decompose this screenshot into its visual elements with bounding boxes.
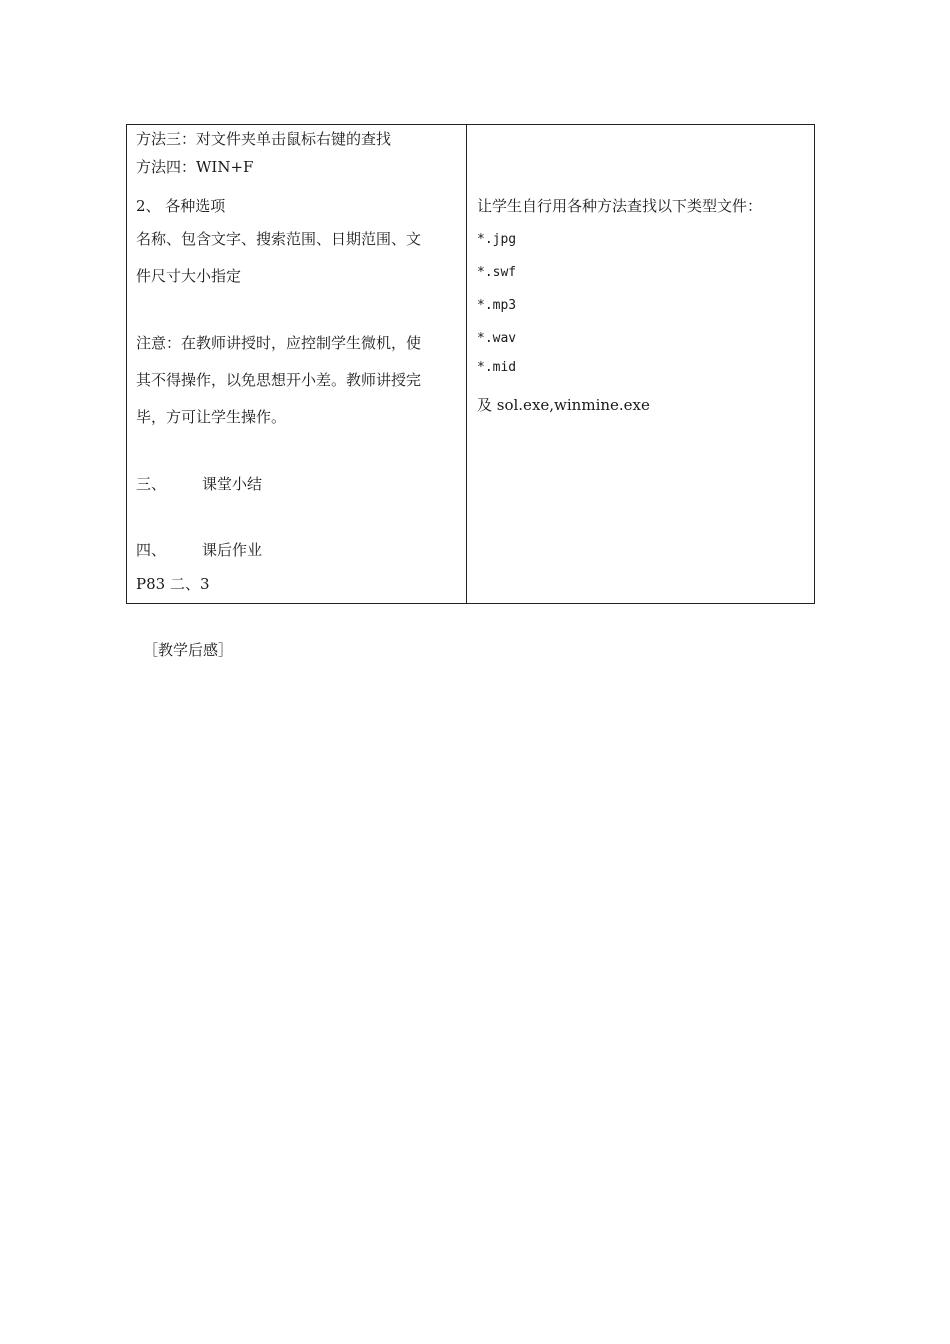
teaching-content-cell (127, 125, 467, 603)
section-four-heading (136, 541, 262, 559)
options-line-1: 名称、包含文字、搜索范围、日期范围、文 (136, 230, 422, 248)
section-three-number: 三、 (136, 475, 167, 493)
section-three-title: 课堂小结 (202, 475, 263, 493)
section-four-number: 四、 (136, 541, 167, 559)
note-line-2: 其不得操作，以免思想开小差。教师讲授完 (136, 371, 422, 389)
note-line-3: 毕，方可让学生操作。 (136, 408, 287, 426)
file-type-jpg: *.jpg (477, 232, 517, 247)
file-type-mid: *.mid (477, 360, 517, 375)
options-line-2: 件尺寸大小指定 (136, 267, 242, 285)
lesson-table (126, 124, 815, 604)
activity-instruction: 让学生自行用各种方法查找以下类型文件： (477, 197, 763, 215)
method-three-text: 方法三：对文件夹单击鼠标右键的查找 (136, 130, 392, 148)
extra-executables: 及 sol.exe,winmine.exe (477, 396, 650, 414)
student-activity-cell (467, 125, 814, 603)
section-four-title: 课后作业 (202, 541, 263, 559)
homework-reference: P83 二、3 (136, 575, 210, 593)
method-four-label: 方法四：WIN+F (136, 158, 254, 176)
options-heading: 2、 各种选项 (136, 197, 226, 215)
section-three-heading (136, 475, 262, 493)
file-type-wav: *.wav (477, 331, 517, 346)
note-line-1: 注意：在教师讲授时，应控制学生微机，使 (136, 334, 422, 352)
file-type-mp3: *.mp3 (477, 298, 517, 313)
teaching-reflection-label: ［教学后感］ (143, 641, 234, 659)
file-type-swf: *.swf (477, 265, 517, 280)
method-four-text (136, 158, 253, 176)
